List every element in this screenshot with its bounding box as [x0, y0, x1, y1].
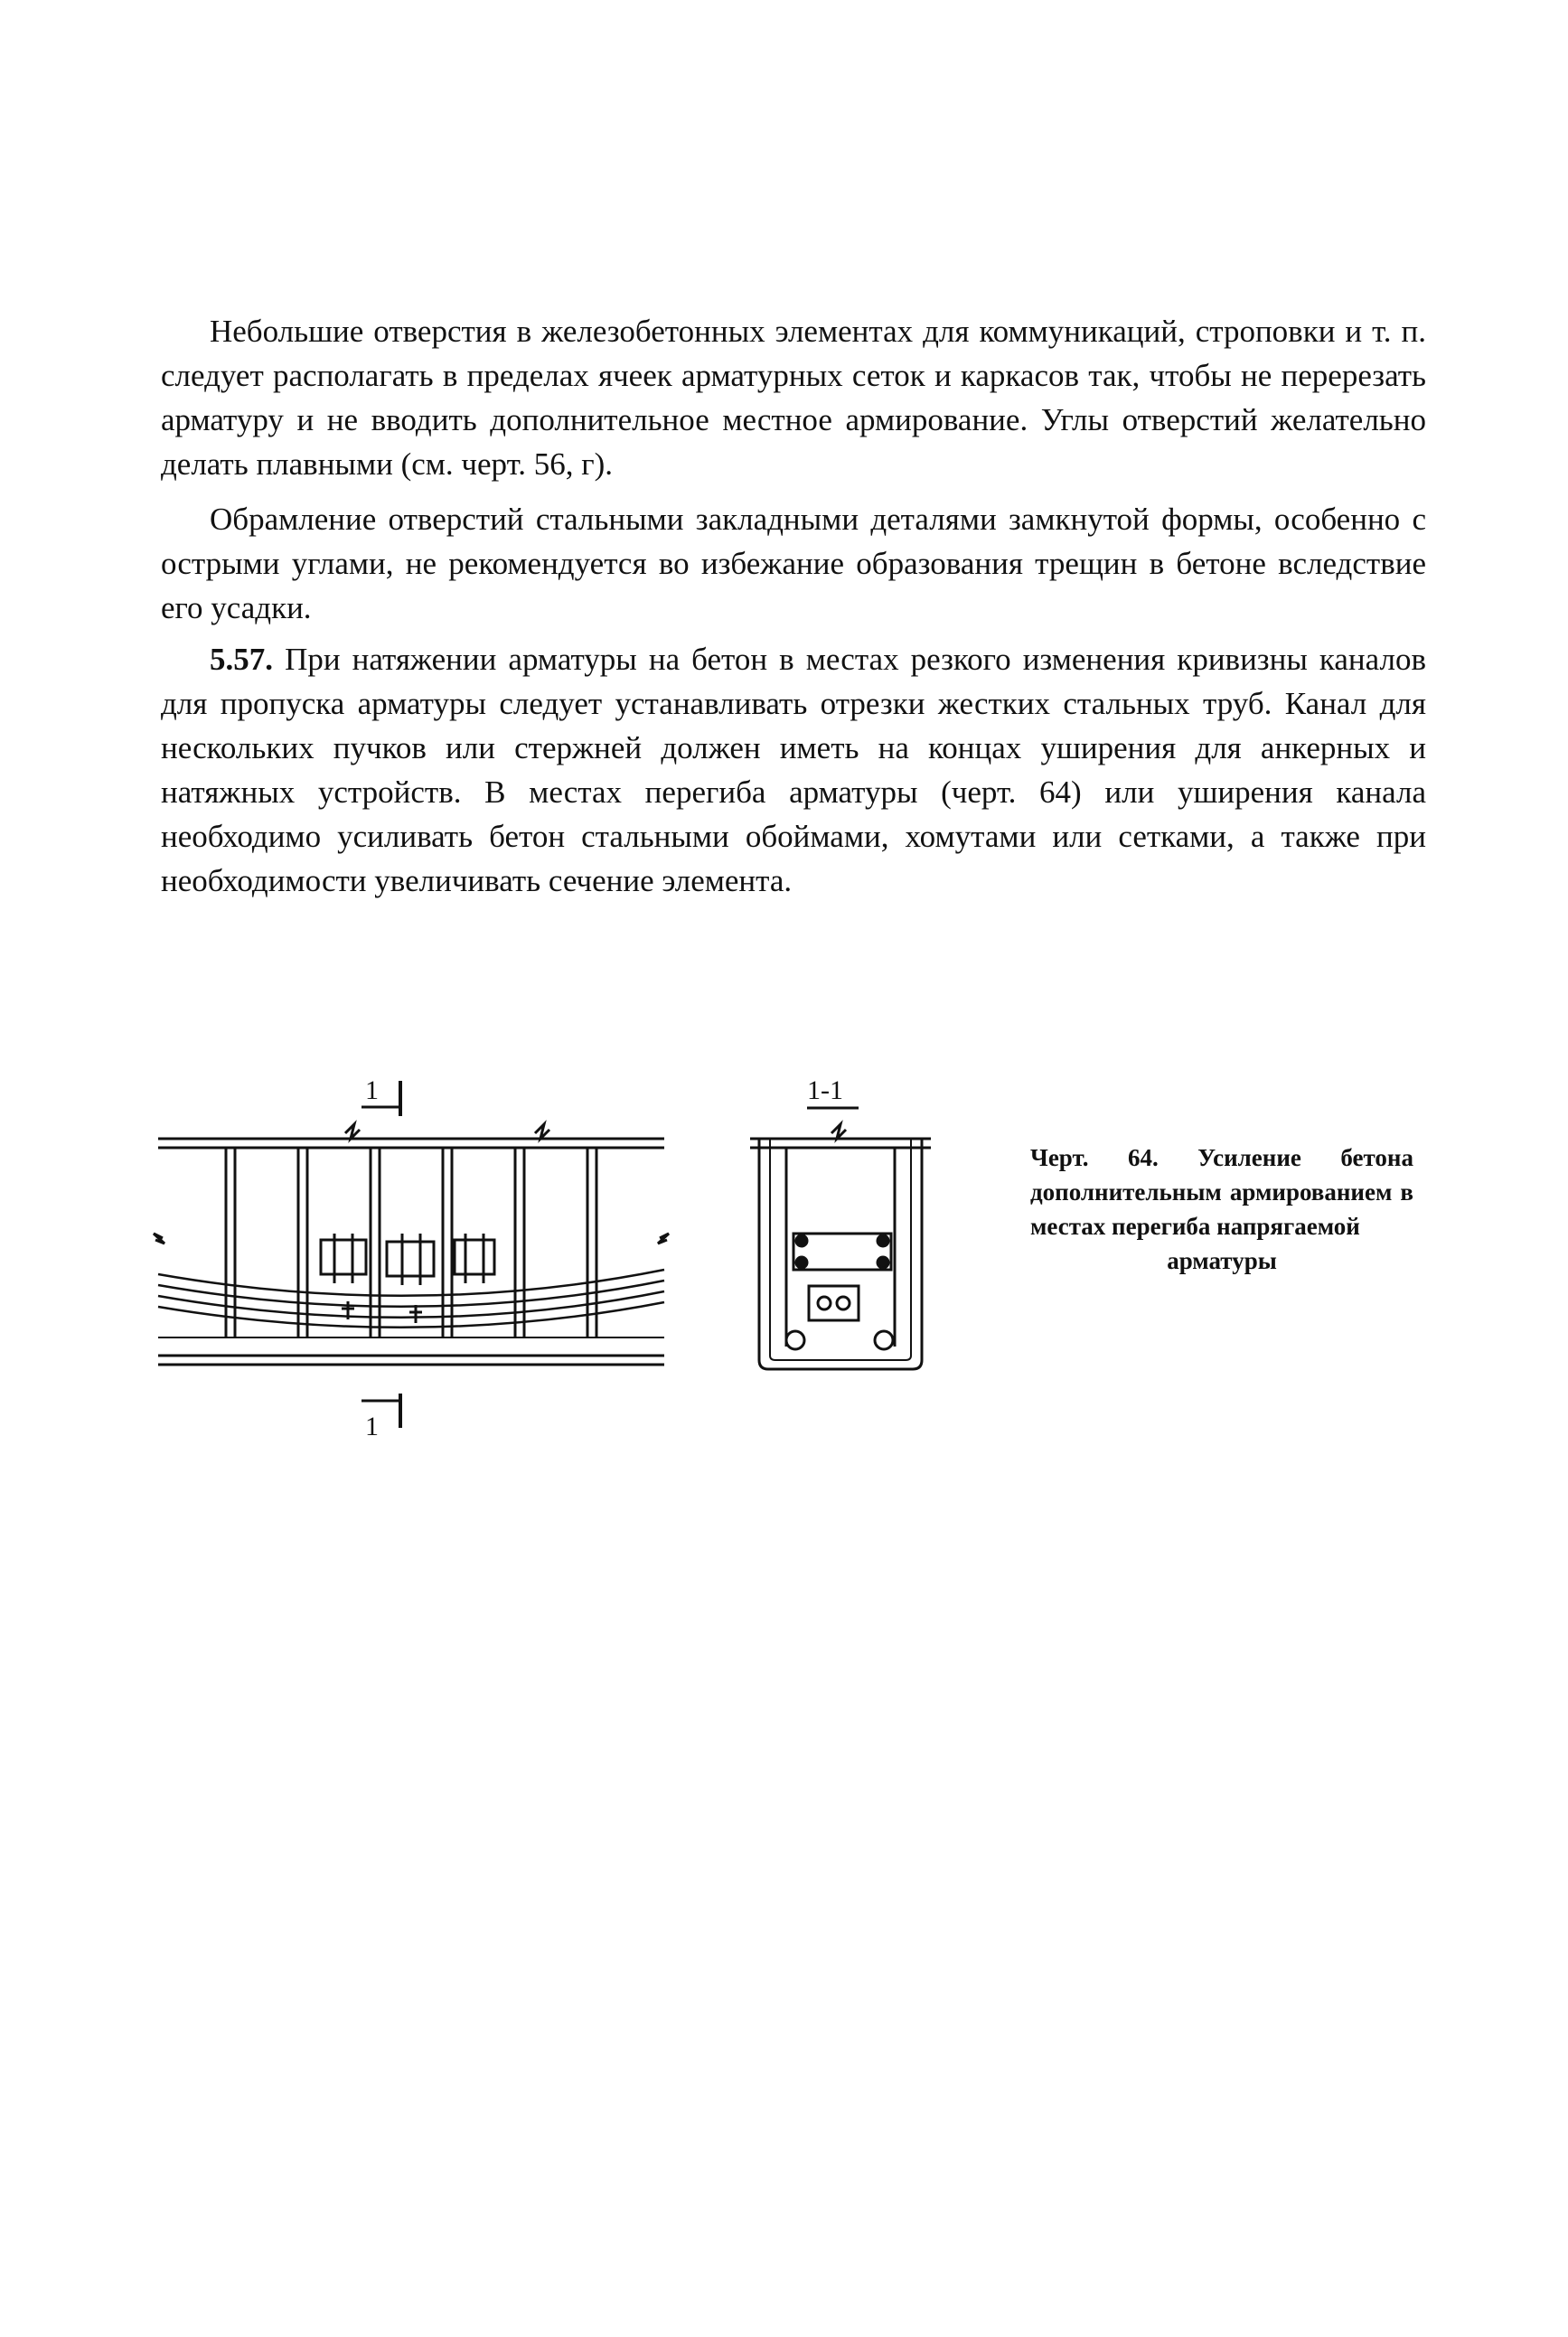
section-outline: [759, 1139, 922, 1369]
section-number: 5.57.: [210, 642, 273, 677]
break-top-2: [535, 1124, 549, 1139]
figure-64: [145, 1048, 958, 1464]
section-marker-bottom: [361, 1394, 400, 1441]
svg-text:1: 1: [365, 1075, 379, 1105]
svg-text:1: 1: [365, 1412, 379, 1441]
break-top-1: [345, 1124, 360, 1139]
local-cages: [321, 1234, 494, 1323]
elevation-view: [154, 1075, 669, 1441]
break-left: [154, 1234, 164, 1244]
paragraph-5-57: [161, 637, 1426, 903]
cross-section-view: [750, 1075, 931, 1369]
section-marker-top: [361, 1075, 400, 1116]
paragraph-openings: Небольшие отверстия в железобетонных элементах для коммуникаций, строповки и т. п. следует располагать в пределах ячеек арматурных сеток и каркасов так, чтобы не перерезать арматуру и не вводить дополнительное местное армирование. Углы отверстий желательно делать плавными (см. черт. 56, г).: [161, 314, 1426, 482]
caption-main: Черт. 64. Усиление бетона дополнительным армированием в местах перегиба напрягаемой: [1030, 1144, 1413, 1240]
caption-last-line: арматуры: [1167, 1247, 1277, 1274]
figure-caption: [1030, 1140, 1413, 1278]
paragraph-framing: Обрамление отверстий стальными закладными деталями замкнутой формы, особенно с острыми углами, не рекомендуется во избежание образования трещин в бетоне вследствие его усадки.: [161, 502, 1426, 625]
break-right: [658, 1234, 669, 1244]
section-title: 1-1: [807, 1075, 843, 1105]
body-text: [161, 309, 1426, 903]
paragraph-5-57-text: При натяжении арматуры на бетон в местах резкого изменения кривизны каналов для пропуска арматуры следует устанавливать отрезки жестких стальных труб. Канал для нескольких пучков или стержней должен иметь на концах уширения для анкерных и натяжных устройств. В местах перегиба арматуры (черт. 64) или уширения канала необходимо усиливать бетон стальными обоймами, хомутами или сетками, а также при необходимости увеличивать сечение элемента.: [161, 642, 1426, 898]
